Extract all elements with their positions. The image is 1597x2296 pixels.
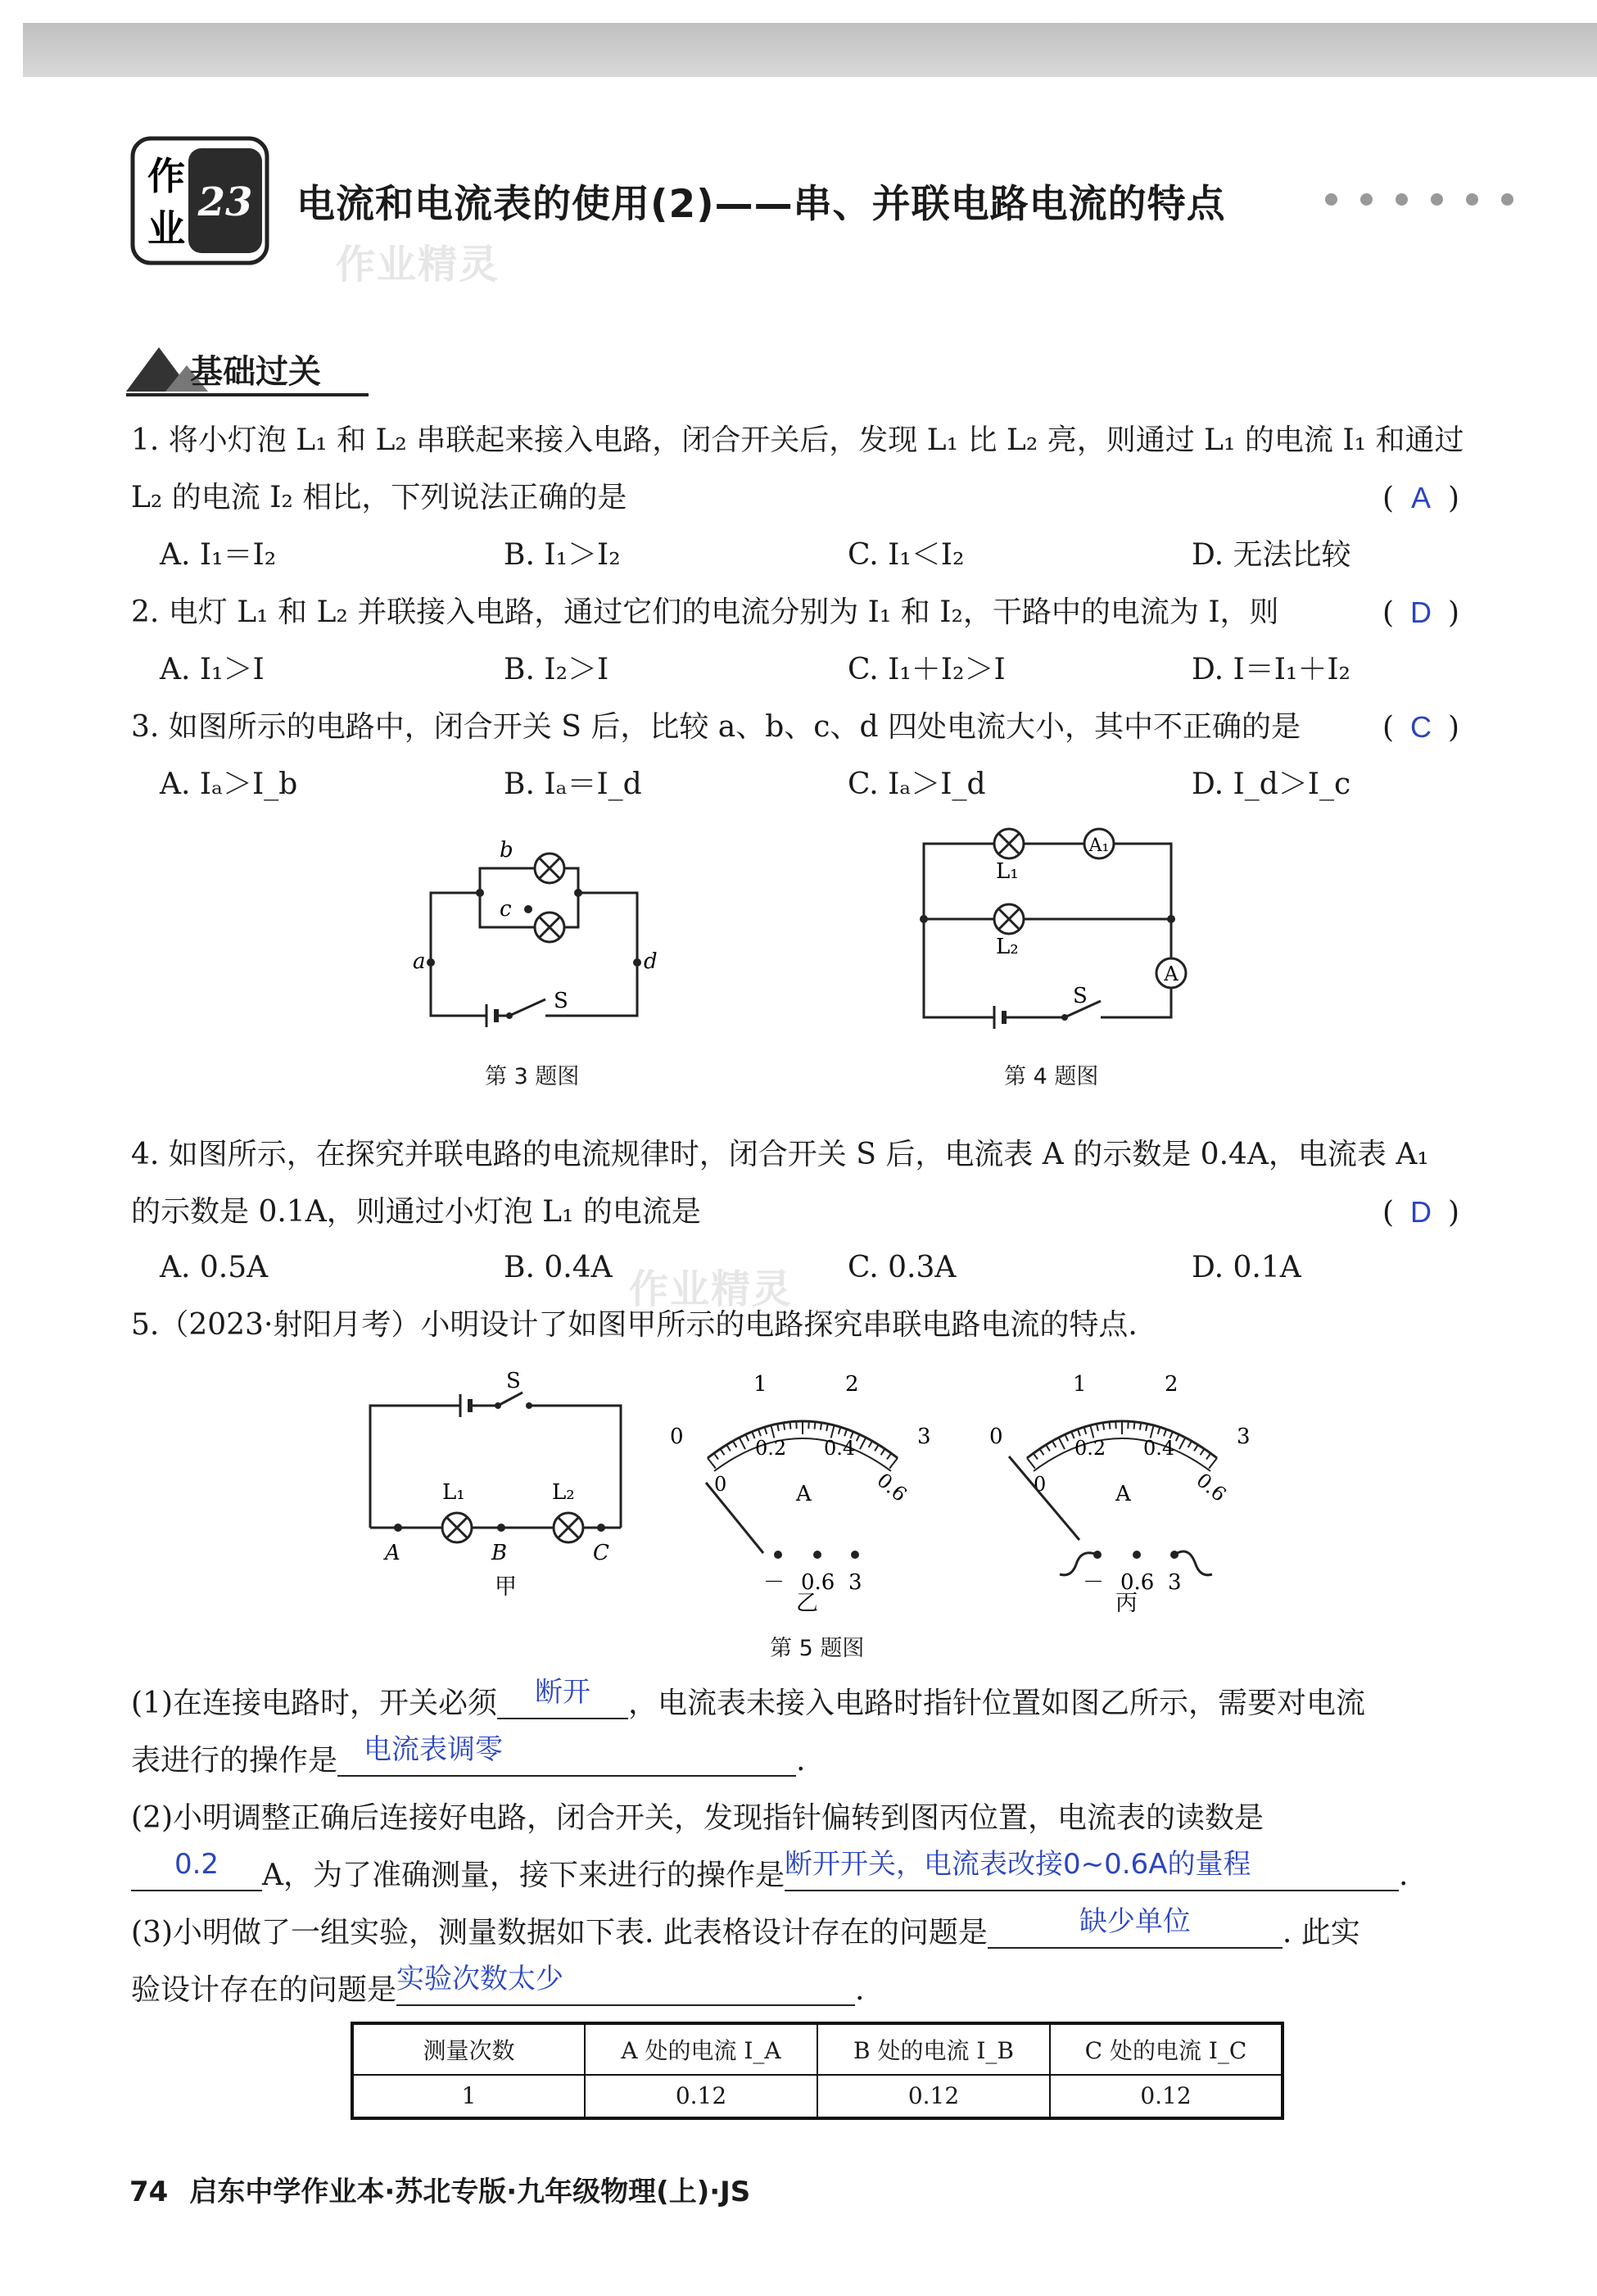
meter-yi-top-3: 3: [917, 1424, 931, 1449]
q1-answer-paren: ( A ): [1382, 481, 1460, 515]
q5-part3-line1: (3)小明做了一组实验，测量数据如下表. 此表格设计存在的问题是 缺少单位 . 此实: [131, 1905, 1360, 1950]
meter-bing-bottom-0: 0: [1034, 1473, 1047, 1496]
meter-tick: [1046, 1445, 1050, 1451]
meter-tick: [714, 1453, 718, 1459]
figure-5-meter-bing: [975, 1360, 1286, 1614]
fig3-label-b: b: [500, 838, 513, 863]
table-cell: 0.12: [1050, 2075, 1283, 2118]
meter-yi-name: 乙: [796, 1591, 818, 1614]
figure-4-circuit: [909, 827, 1220, 1048]
meter-bing-bottom-02: 0.2: [1074, 1437, 1106, 1460]
meter-yi-bottom-0: 0: [714, 1473, 727, 1496]
q4-option-b: B. 0.4A: [504, 1251, 613, 1284]
meter-bing-term-06: 0.6: [1120, 1570, 1155, 1595]
q1-option-d: D. 无法比较: [1192, 538, 1351, 572]
q5-part2-line1: (2)小明调整正确后连接好电路，闭合开关，发现指针偏转到图丙位置，电流表的读数是: [131, 1801, 1264, 1835]
meter-tick: [1158, 1427, 1160, 1434]
figure-5-meter-yi: [655, 1360, 950, 1614]
meter-tick: [1188, 1441, 1192, 1447]
fig3-label-d: d: [644, 949, 658, 974]
fig4-label-l2: L₂: [996, 935, 1019, 959]
meter-bing-unit: A: [1115, 1482, 1131, 1506]
meter-tick: [844, 1429, 847, 1436]
q4-option-d: D. 0.1A: [1192, 1251, 1301, 1284]
meter-tick: [1097, 1424, 1098, 1431]
q1-option-c: C. I₁＜I₂: [848, 538, 965, 572]
meter-tick: [1176, 1434, 1179, 1441]
q5-part3-line2: 验设计存在的问题是实验次数太少 .: [131, 1963, 865, 2007]
q5-blank-zero[interactable]: 电流表调零: [337, 1747, 796, 1777]
meter-tick: [826, 1424, 828, 1431]
meter-yi-needle: [706, 1483, 763, 1553]
page-title: 电流和电流表的使用(2)——串、并联电路电流的特点: [296, 182, 1226, 227]
q2-answer-paren: ( D ): [1382, 596, 1460, 630]
meter-tick: [1084, 1427, 1087, 1434]
meter-tick: [708, 1458, 716, 1469]
meter-bing-top-1: 1: [1073, 1372, 1087, 1397]
q1-line1: 1. 将小灯泡 L₁ 和 L₂ 串联起来接入电路，闭合开关后，发现 L₁ 比 L₂ 亮，则通过 L₁ 的电流 I₁ 和通过: [131, 423, 1464, 457]
q4-line1: 4. 如图所示，在探究并联电路的电流规律时，闭合开关 S 后，电流表 A 的示数是 0.4A，电流表 A₁: [131, 1138, 1429, 1171]
figure-5-circuit-jia: [360, 1368, 639, 1605]
q4-line2: 的示数是 0.1A，则通过小灯泡 L₁ 的电流是: [131, 1195, 701, 1229]
q3-option-d: D. I_d＞I_c: [1192, 768, 1351, 801]
meter-bing-term-neg: －: [1083, 1570, 1105, 1595]
meter-tick: [1034, 1453, 1038, 1459]
q5-blank-table-problem[interactable]: 缺少单位: [988, 1919, 1283, 1949]
meter-tick: [875, 1445, 879, 1451]
q2-option-a: A. I₁＞I: [160, 653, 265, 686]
meter-tick: [790, 1422, 791, 1429]
meter-tick: [869, 1441, 872, 1447]
fig5-label-a: A: [385, 1541, 400, 1565]
meter-tick: [720, 1449, 724, 1455]
fig4-label-s: S: [1073, 984, 1088, 1008]
meter-bing-top-3: 3: [1237, 1424, 1251, 1449]
meter-tick: [839, 1427, 841, 1434]
meter-tick: [1140, 1423, 1141, 1430]
q5-blank-operation[interactable]: 断开开关，电流表改接0~0.6A的量程: [785, 1862, 1399, 1891]
meter-yi-bottom-04: 0.4: [824, 1437, 856, 1460]
table-header: B 处的电流 I_B: [817, 2023, 1050, 2075]
meter-yi-top-2: 2: [845, 1372, 859, 1397]
fig4-label-l1: L₁: [996, 859, 1019, 884]
fig3-label-c: c: [500, 897, 512, 922]
meter-tick: [1209, 1458, 1217, 1469]
meter-tick: [1103, 1423, 1104, 1430]
meter-tick: [1134, 1422, 1135, 1429]
meter-yi-bottom-02: 0.2: [755, 1437, 787, 1460]
fig5-label-b: B: [491, 1541, 508, 1565]
meter-bing-needle: [1009, 1456, 1079, 1540]
meter-yi-bottom-06: 0.6: [872, 1468, 912, 1506]
q4-answer: D: [1410, 1195, 1432, 1229]
meter-tick: [1065, 1434, 1068, 1441]
q3-answer: C: [1410, 710, 1432, 744]
meter-tick: [1206, 1453, 1210, 1459]
meter-tick: [1078, 1429, 1080, 1436]
meter-tick: [860, 1438, 866, 1449]
q5-part1-line1: (1)在连接电路时，开关必须 断开 ，电流表未接入电路时指针位置如图乙所示，需要对电流: [131, 1676, 1366, 1720]
meter-tick: [1194, 1445, 1198, 1451]
q3-option-b: B. Iₐ＝I_d: [504, 768, 642, 801]
meter-tick: [1179, 1438, 1185, 1449]
meter-tick: [1059, 1438, 1065, 1449]
meter-tick: [758, 1429, 761, 1436]
q3-line1: 3. 如图所示的电路中，闭合开关 S 后，比较 a、b、c、d 四处电流大小，其中不正确的是: [131, 710, 1301, 744]
fig5-name-jia: 甲: [495, 1574, 517, 1600]
meter-tick: [1071, 1432, 1074, 1438]
page-footer: [129, 2169, 750, 2209]
table-header-row: [352, 2023, 1283, 2075]
meter-tick: [1039, 1449, 1043, 1455]
q1-line2: L₂ 的电流 I₂ 相比，下列说法正确的是: [131, 481, 627, 514]
badge-top-char: 作: [147, 154, 185, 198]
q1-answer: A: [1411, 481, 1432, 514]
fig4-label-a: A: [1164, 962, 1179, 985]
meter-tick: [1027, 1458, 1035, 1469]
meter-scale-ticks: [1027, 1421, 1217, 1469]
q5-line1: 5.（2023·射阳月考）小明设计了如图甲所示的电路探究串联电路电流的特点.: [131, 1308, 1138, 1342]
meter-scale-ticks: [708, 1421, 898, 1469]
fig5-label-c: C: [593, 1541, 609, 1565]
q1-option-b: B. I₁＞I₂: [504, 538, 621, 572]
meter-tick: [1052, 1441, 1056, 1447]
q4-option-a: A. 0.5A: [160, 1251, 269, 1284]
q4-option-c: C. 0.3A: [848, 1251, 957, 1284]
meter-tick: [740, 1438, 745, 1449]
meter-tick: [784, 1423, 785, 1430]
meter-tick: [881, 1449, 885, 1455]
homework-badge: [129, 135, 270, 266]
fig5-label-l2: L₂: [552, 1480, 575, 1505]
meter-tick: [1146, 1424, 1147, 1431]
fig4-label-a1: A₁: [1088, 836, 1110, 856]
q5-part2-line2: 0.2 A，为了准确测量，接下来进行的操作是断开开关，电流表改接0~0.6A的量程 .: [131, 1861, 1408, 1891]
q2-option-d: D. I＝I₁＋I₂: [1192, 653, 1350, 686]
badge-number: 23: [197, 179, 253, 225]
meter-tick: [1201, 1449, 1205, 1455]
q1-option-a: A. I₁＝I₂: [160, 538, 277, 572]
measurement-table: [351, 2022, 1284, 2120]
meter-yi-top-1: 1: [753, 1372, 767, 1397]
meter-tick: [733, 1441, 736, 1447]
meter-tick: [777, 1424, 779, 1431]
q5-blank-reading[interactable]: 0.2: [131, 1862, 262, 1891]
meter-tick: [726, 1445, 731, 1451]
meter-bing-name: 丙: [1115, 1591, 1138, 1614]
section-label: 基础过关: [190, 353, 321, 391]
q5-part1-line2: 表进行的操作是 电流表调零 .: [131, 1733, 806, 1777]
meter-tick: [889, 1458, 898, 1469]
q4-answer-paren: ( D ): [1382, 1195, 1460, 1230]
title-dots: [1325, 193, 1536, 209]
fig3-label-s: S: [554, 989, 568, 1013]
watermark-2: 作业精灵: [629, 1266, 794, 1312]
q2-option-b: B. I₂＞I: [504, 653, 609, 686]
meter-bing-top-2: 2: [1165, 1372, 1179, 1397]
table-row: [352, 2075, 1283, 2118]
page-number: 74: [129, 2176, 169, 2208]
q3-option-c: C. Iₐ＞I_d: [848, 768, 986, 801]
meter-tick: [1164, 1429, 1166, 1436]
figure-3-caption: 第 3 题图: [485, 1064, 580, 1089]
table-header: A 处的电流 I_A: [585, 2023, 817, 2075]
meter-tick: [1110, 1422, 1111, 1429]
footer-text: 启东中学作业本·苏北专版·九年级物理(上)·JS: [189, 2176, 751, 2208]
watermark: 作业精灵: [336, 242, 500, 288]
meter-yi-top-0: 0: [670, 1424, 684, 1449]
meter-tick: [765, 1427, 767, 1434]
table-header: C 处的电流 I_C: [1050, 2023, 1283, 2075]
q5-blank-design-problem[interactable]: 实验次数太少: [396, 1977, 855, 2006]
badge-bottom-char: 业: [147, 206, 185, 251]
q3-answer-paren: ( C ): [1382, 710, 1460, 745]
figure-3-circuit: [401, 836, 680, 1048]
q3-option-a: A. Iₐ＞I_b: [160, 768, 298, 801]
fig5-label-l1: L₁: [442, 1480, 465, 1505]
meter-tick: [752, 1432, 754, 1438]
table-header: 测量次数: [352, 2023, 585, 2075]
fig3-label-a: a: [413, 949, 426, 974]
q5-blank-switch[interactable]: 断开: [497, 1690, 628, 1719]
q2-option-c: C. I₁＋I₂＞I: [848, 653, 1006, 686]
meter-yi-term-06: 0.6: [801, 1570, 835, 1595]
top-scan-bar: [23, 23, 1597, 77]
meter-bing-top-0: 0: [989, 1424, 1003, 1449]
meter-yi-term-3: 3: [848, 1570, 862, 1595]
figure-4-caption: 第 4 题图: [1004, 1064, 1099, 1089]
q2-answer: D: [1410, 596, 1432, 629]
meter-yi-unit: A: [796, 1482, 812, 1506]
q2-line1: 2. 电灯 L₁ 和 L₂ 并联接入电路，通过它们的电流分别为 I₁ 和 I₂，干路中的电流为 I，则: [131, 596, 1279, 629]
meter-bing-term-3: 3: [1168, 1570, 1182, 1595]
figure-5-caption: 第 5 题图: [770, 1636, 865, 1661]
fig5-label-s: S: [506, 1369, 521, 1393]
meter-yi-term-neg: －: [763, 1570, 785, 1595]
meter-tick: [815, 1422, 816, 1429]
meter-tick: [857, 1434, 860, 1441]
meter-tick: [887, 1453, 891, 1459]
table-cell: 0.12: [585, 2075, 817, 2118]
meter-bing-bottom-06: 0.6: [1192, 1468, 1231, 1506]
meter-bing-bottom-04: 0.4: [1143, 1437, 1175, 1460]
meter-tick: [745, 1434, 749, 1441]
table-cell: 0.12: [817, 2075, 1050, 2118]
table-cell: 1: [352, 2075, 585, 2118]
